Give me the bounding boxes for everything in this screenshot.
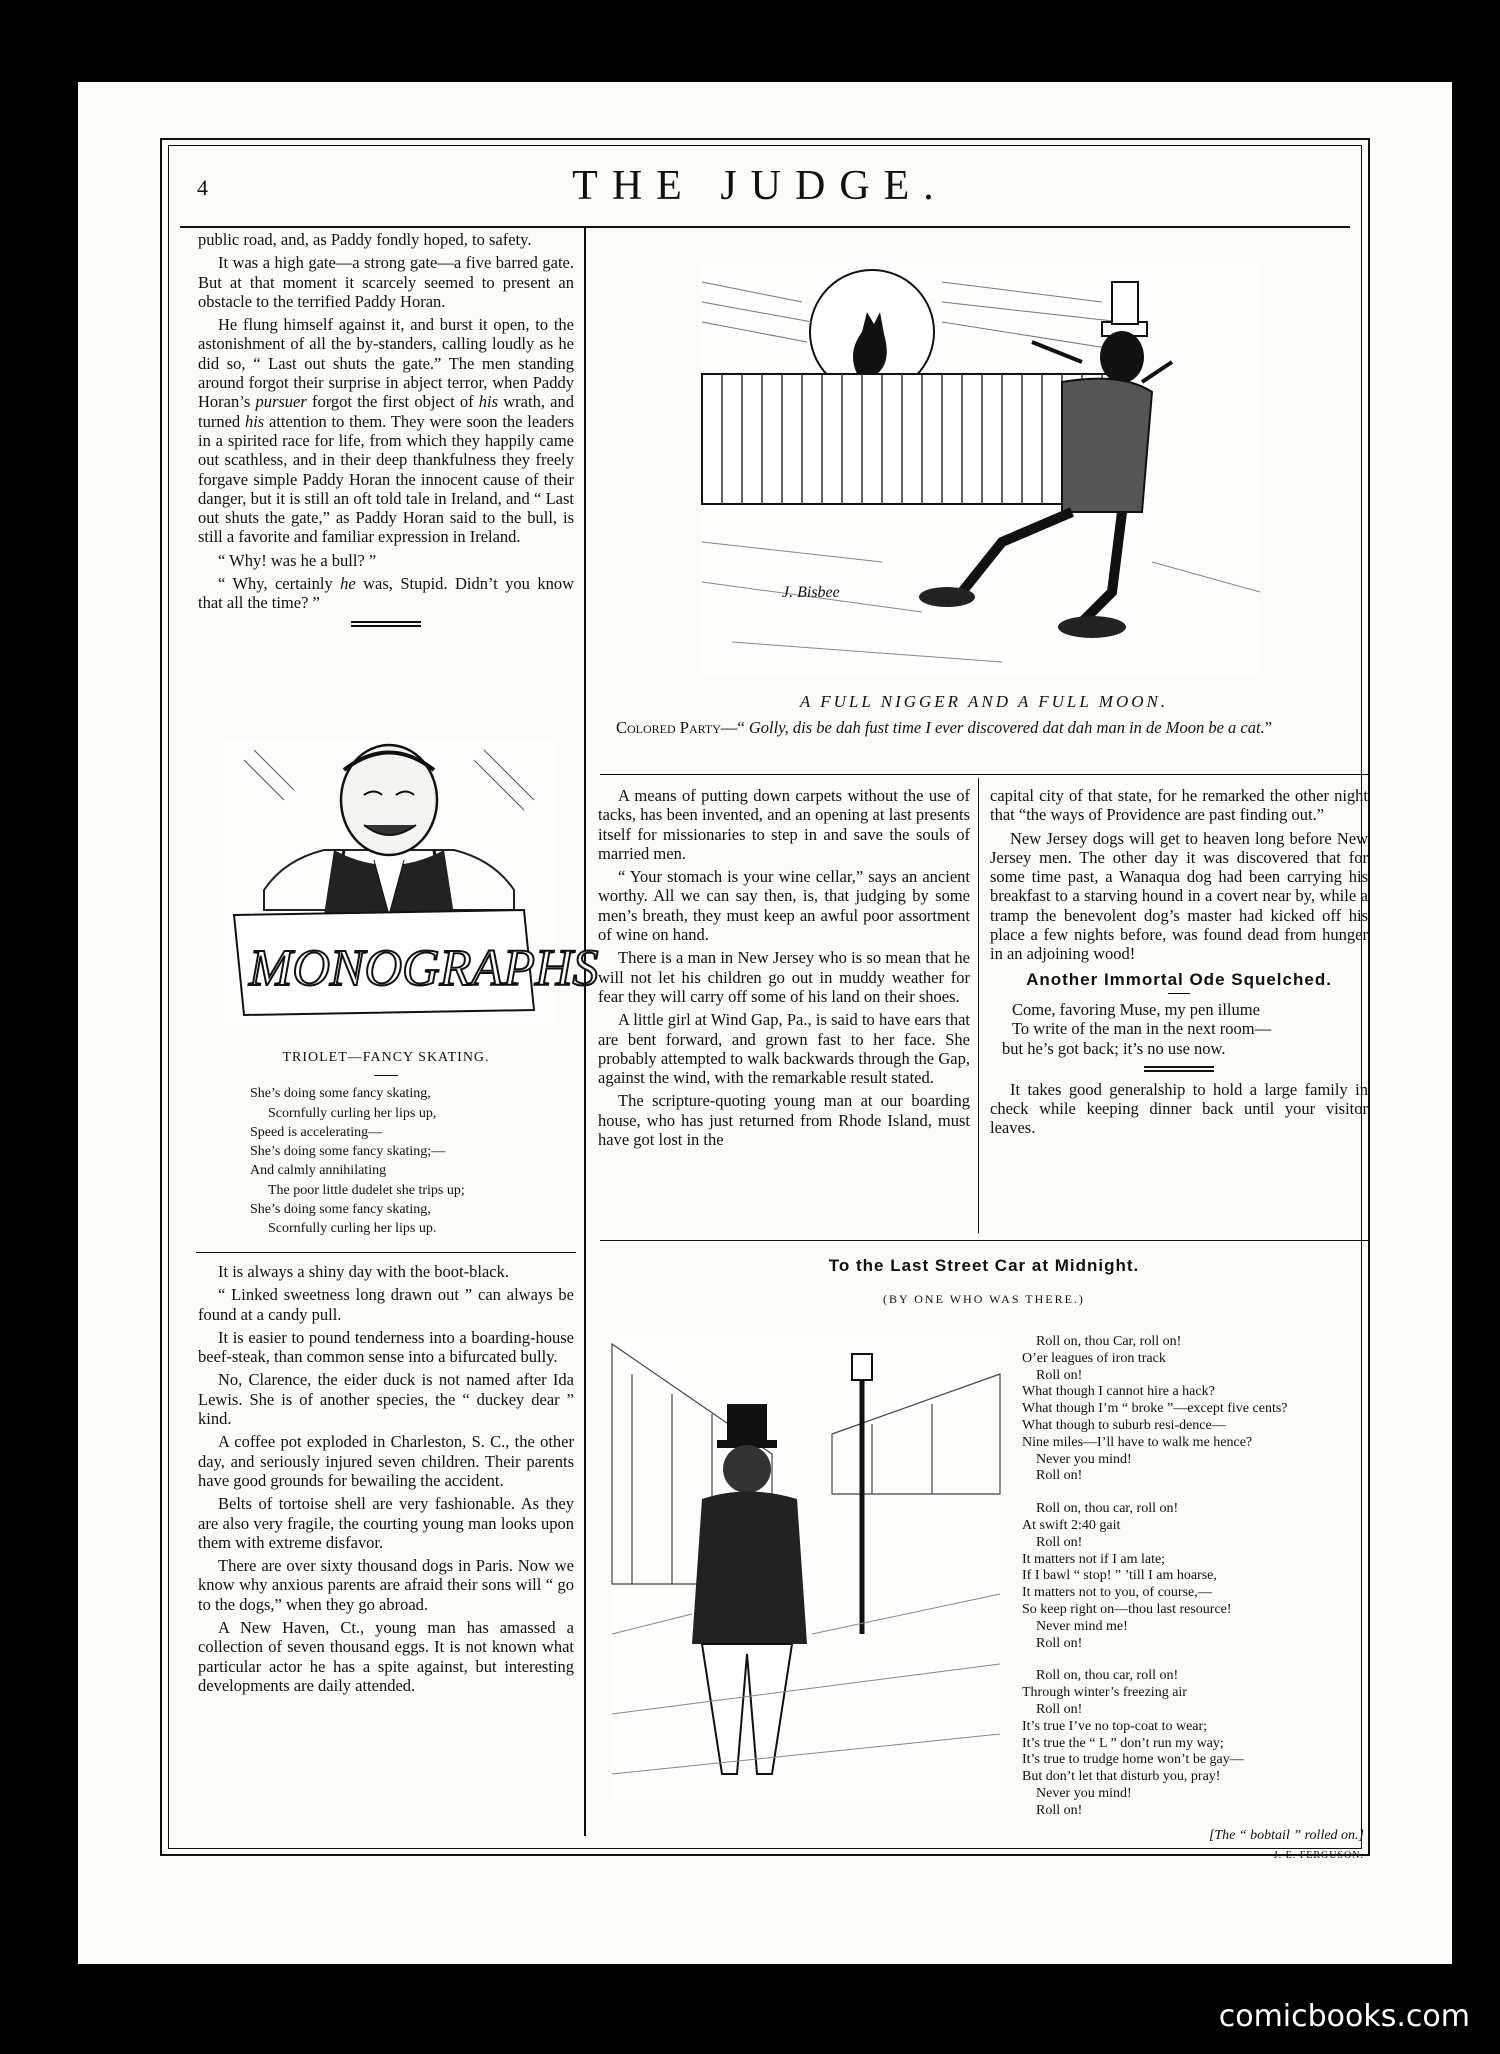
left-section-rule (196, 1252, 576, 1253)
speaker-name: Colored Party (616, 718, 721, 737)
column-divider-mid (978, 778, 979, 1233)
italic-word: his (244, 411, 265, 431)
paragraph: It takes good generalship to hold a large family in check while keeping dinner back until your visitor leaves. (990, 1079, 1368, 1138)
dialogue-line: Colored Party—“ Golly, dis be dah fust time I ever discovered dat dah man in de Moon be a cat.” (616, 718, 1273, 737)
poem-line: Roll on, thou car, roll on! (1036, 1501, 1179, 1517)
cartoon-signature: J. Bisbee (782, 584, 840, 601)
poem-line: Roll on! (1036, 1468, 1083, 1484)
italic-word: his (478, 392, 499, 412)
paragraph: “ Your stomach is your wine cellar,” says an ancient worthy. All we can say then, is, that judging by some men’s breath, they must keep an awful poor assortment of wine on hand. (598, 867, 970, 945)
paragraph: There are over sixty thousand dogs in Paris. Now we know why anxious parents are afraid their sons will “ go to the dogs,” when they go abroad. (198, 1556, 574, 1614)
laughing-man-drawing (224, 740, 599, 1030)
poem-line: It matters not to you, of course,— (1022, 1585, 1212, 1601)
paragraph: Belts of tortoise shell are very fashionable. As they are also very fragile, the courting young man looks upon them with extreme disfavor. (198, 1494, 574, 1552)
paragraph: It is always a shiny day with the boot-black. (218, 1262, 509, 1281)
man-hat (727, 1404, 767, 1444)
poem-line: Roll on! (1036, 1367, 1083, 1383)
poem-line: Never you mind! (1036, 1785, 1132, 1801)
poem-line: Come, favoring Muse, my pen illume (1012, 999, 1260, 1019)
poem-line: Roll on! (1036, 1534, 1083, 1550)
poem-line: If I bawl “ stop! ” ’till I am hoarse, (1022, 1568, 1217, 1584)
endnote: [The “ bobtail ” rolled on.] (1208, 1827, 1364, 1843)
poem-line: Never you mind! (1036, 1451, 1132, 1467)
monographs-banner: MONOGRAPHS (249, 940, 599, 997)
double-rule (351, 621, 421, 627)
masthead-rule (180, 226, 1350, 228)
watermark-text: comicbooks.com (1218, 1999, 1470, 2034)
poem-line: She’s doing some fancy skating;— (250, 1144, 446, 1160)
poem-line: What though I cannot hire a hack? (1022, 1384, 1215, 1400)
paragraph: A coffee pot exploded in Charleston, S. C., the other day, and seriously injured seven children. Their parents have good grounds for bewailing the accident. (198, 1432, 574, 1490)
ode-lines (990, 1000, 1368, 1058)
poem-line: Scornfully curling her lips up, (268, 1105, 437, 1121)
poem-line: It matters not if I am late; (1022, 1551, 1166, 1567)
monographs-illustration (224, 740, 599, 1030)
moon-cartoon (702, 262, 1260, 676)
poem-line: Roll on, thou car, roll on! (1036, 1668, 1179, 1684)
man-walking-drawing (612, 1334, 1000, 1800)
paragraph: It is easier to pound tenderness into a boarding-house beef-steak, than common sense into a bifurcated bully. (198, 1327, 574, 1367)
paragraph: No, Clarence, the eider duck is not named after Ida Lewis. She is of another species, the “ duckey dear ” kind. (198, 1370, 574, 1429)
poem-line: O’er leagues of iron track (1022, 1350, 1166, 1366)
page-number: 4 (197, 175, 208, 200)
poem-line: At swift 2:40 gait (1022, 1517, 1121, 1533)
column-divider-left (584, 226, 586, 1836)
double-rule (1144, 1066, 1214, 1072)
poem-top-rule (600, 1240, 1368, 1241)
poem-line: Through winter’s freezing air (1022, 1685, 1187, 1701)
poem-line: It’s true to trudge home won’t be gay— (1022, 1752, 1244, 1768)
story-paragraph (198, 574, 574, 613)
paragraph: New Jersey dogs will get to heaven long before New Jersey men. The other day it was discovered that for some time past, a Wanaqua dog had been carrying his breakfast to a starving hound in a covert near by, while a tramp the benevolent dog’s master had kicked off his place a few nights before, was found dead from hunger in an adjoining wood! (990, 828, 1368, 964)
paragraph: A means of putting down carpets without the use of tacks, has been invented, and an opening at last presents itself for missionaries to step in and save the souls of married men. (598, 786, 970, 863)
story-paragraph (198, 315, 574, 547)
dialogue-text: Golly, dis be dah fust time I ever discovered dat dah man in de Moon be a cat. (748, 718, 1265, 737)
short-rule (374, 1075, 398, 1076)
poem-line: The poor little dudelet she trips up; (268, 1182, 465, 1198)
left-column-story (198, 230, 574, 635)
italic-word: pursuer (255, 392, 307, 412)
poem-line: Roll on! (1036, 1701, 1083, 1717)
middle-column (598, 786, 970, 1153)
italic-word: he (340, 574, 356, 594)
text-run: attention to them. They were soon the leaders in a spirited race for life, from which they happily came out scathless, and in their deep thankfulness they freely forgave simple Paddy Horan the innocent cause of their danger, but it is still an oft told tale in Ireland, and “ Last out shuts the gate,” as Paddy Horan said to the bull, is still a favorite and familiar expression in Ireland. (198, 411, 574, 547)
paragraph: There is a man in New Jersey who is so mean that he will not let his children go out in muddy weather for fear they will carry off some of his land on their shoes. (598, 948, 970, 1006)
poem-line: It’s true I’ve no top-coat to wear; (1022, 1718, 1208, 1734)
streetcar-illustration (612, 1334, 1000, 1800)
triolet-lines (198, 1084, 574, 1238)
poem-line: What though to suburb resi-dence— (1022, 1417, 1226, 1433)
triolet-title: TRIOLET—FANCY SKATING. (282, 1050, 490, 1065)
streetcar-byline: (BY ONE WHO WAS THERE.) (883, 1292, 1085, 1306)
story-paragraph: “ Why! was he a bull? ” (218, 550, 377, 570)
masthead-title: THE JUDGE. (572, 163, 948, 209)
left-column-paragraphs (198, 1262, 574, 1699)
poem-line: Roll on! (1036, 1802, 1083, 1818)
poem-line: Scornfully curling her lips up. (268, 1221, 437, 1237)
poem-line: Nine miles—I’ll have to walk me hence? (1022, 1434, 1253, 1450)
poem-line: It’s true the “ L ” don’t run my way; (1022, 1735, 1224, 1751)
poem-line: So keep right on—thou last resource! (1022, 1601, 1232, 1617)
text-run: was, Stupid. Didn’t you know that all the time? ” (198, 574, 574, 613)
moon-cartoon-drawing (702, 262, 1260, 676)
triolet-poem (198, 1048, 574, 1239)
stanza (1022, 1668, 1372, 1819)
cartoon-bottom-rule (600, 774, 1368, 775)
streetcar-title: To the Last Street Car at Midnight. (828, 1256, 1140, 1275)
poem-line: Never mind me! (1036, 1618, 1128, 1634)
stanza (1022, 1501, 1372, 1652)
poem-line: but he’s got back; it’s no use now. (1002, 1038, 1226, 1058)
cartoon-dialogue (596, 718, 1368, 741)
paragraph: A New Haven, Ct., young man has amassed a collection of seven thousand eggs. It is not known what particular actor he has a spite against, but interesting developments are daily attended. (198, 1618, 574, 1695)
poem-line: She’s doing some fancy skating, (250, 1202, 431, 1218)
stanza (1022, 1334, 1372, 1485)
ode-title: Another Immortal Ode Squelched. (1026, 969, 1332, 989)
text-run: wrath, and turned (198, 392, 574, 431)
story-paragraph: public road, and, as Paddy fondly hoped, to safety. (198, 230, 532, 249)
short-rule (1168, 993, 1190, 994)
paragraph: A little girl at Wind Gap, Pa., is said to have ears that are bent forward, and grown fast to her face. She probably attempted to walk backwards through the Gap, against the wind, with the remarkable result stated. (598, 1010, 970, 1088)
poem-line: Roll on, thou Car, roll on! (1036, 1334, 1182, 1349)
author-credit: J. E. FERGUSON. (1273, 1850, 1364, 1862)
right-column (990, 786, 1368, 1142)
poem-line: Speed is accelerating— (250, 1124, 383, 1140)
poem-line: And calmly annihilating (250, 1163, 387, 1179)
paragraph: capital city of that state, for he remarked the other night that “the ways of Providence are past finding out.” (990, 786, 1368, 825)
poem-line: She’s doing some fancy skating, (250, 1086, 431, 1102)
streetcar-poem (1022, 1334, 1372, 1865)
paragraph: “ Linked sweetness long drawn out ” can always be found at a candy pull. (198, 1285, 574, 1324)
poem-line: What though I’m “ broke ”—except five cents? (1022, 1401, 1288, 1417)
text-run: forgot the first object of (306, 392, 479, 412)
paragraph: The scripture-quoting young man at our boarding house, who has just returned from Rhode Island, must have got lost in the (598, 1091, 970, 1150)
poem-line: To write of the man in the next room— (1012, 1019, 1272, 1039)
poem-line: But don’t let that disturb you, pray! (1022, 1769, 1221, 1785)
poem-line: Roll on! (1036, 1635, 1083, 1651)
story-paragraph: It was a high gate—a strong gate—a five barred gate. But at that moment it scarcely seemed to present an obstacle to the terrified Paddy Horan. (198, 253, 574, 311)
text-run: He flung himself against it, and burst it open, to the astonishment of all the by-standers, calling loudly as he did so, “ Last out shuts the gate.” The men standing around forgot their surprise in abject terror, when Paddy Horan’s (198, 315, 574, 412)
cartoon-caption: A FULL NIGGER AND A FULL MOON. (799, 692, 1169, 711)
text-run: “ Why, certainly (218, 574, 341, 594)
